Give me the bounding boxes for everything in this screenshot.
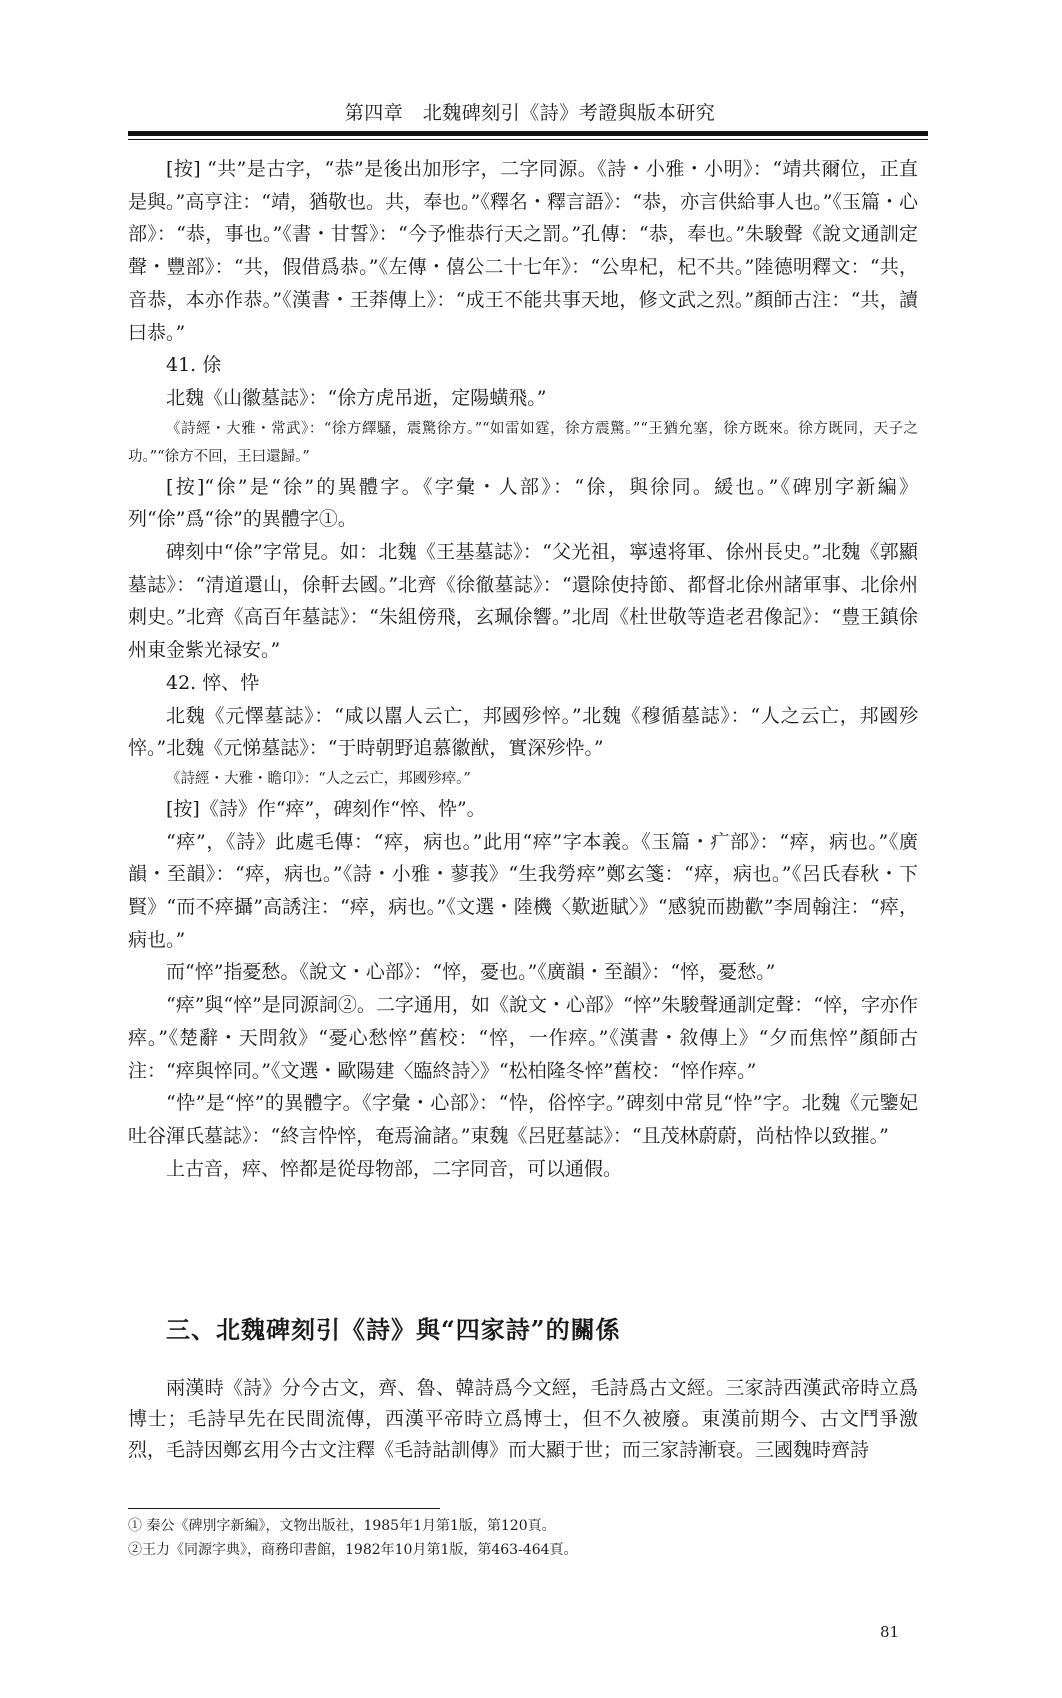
quotation: 《詩經・大雅・常武》：“徐方繹騷，震驚徐方。”“如雷如霆，徐方震驚。”“王猶允塞，徐方既來。徐方既同，天子之功。”“徐方不回，王曰還歸。” xyxy=(128,420,918,465)
paragraph: “瘁”與“悴”是同源詞②。二字通用，如《說文・心部》“悴”朱駿聲通訓定聲：“悴，字亦作瘁。”《楚辭・天問敘》“憂心愁悴”舊校：“悴，一作瘁。”《漢書・敘傳上》“夕而焦悴”顏師古注：“瘁與悴同。”《文選・歐陽建〈臨終詩〉》“松柏隆冬悴”舊校：“悴作瘁。” xyxy=(128,994,918,1082)
entry-heading-42: 42. 悴、忰 xyxy=(166,671,260,694)
footnote-2: ②王力《同源字典》，商務印書館，1982年10月第1版，第463-464頁。 xyxy=(128,1542,578,1558)
paragraph: 碑刻中“俆”字常見。如：北魏《王基墓誌》：“父光祖，寧遠将軍、俆州長史。”北魏《郭顯墓誌》：“清道還山，俆軒去國。”北齊《徐徹墓誌》：“還除使持節、都督北俆州諸軍事、北俆州刺史。”北齊《高百年墓誌》：“朱組傍飛，玄珮俆響。”北周《杜世敬等造老君像記》：“豊王鎮俆州東金紫光禄安。” xyxy=(128,541,918,662)
main-text xyxy=(128,153,918,1185)
paragraph: 上古音，瘁、悴都是從母物部，二字同音，可以通假。 xyxy=(166,1157,623,1180)
section-heading: 三、北魏碑刻引《詩》與“四家詩”的關係 xyxy=(166,1315,621,1344)
paragraph: [按] “共”是古字，“恭”是後出加形字，二字同源。《詩・小雅・小明》：“靖共爾位，正直是與。”高亨注：“靖，猶敬也。共，奉也。”《釋名・釋言語》：“恭，亦言供給事人也。”《玉篇・心部》：“恭，事也。”《書・甘誓》：“今予惟恭行天之罰。”孔傳：“恭，奉也。”朱駿聲《說文通訓定聲・豐部》：“共，假借爲恭。”《左傳・僖公二十七年》：“公卑杞，杞不共。”陸德明釋文：“共，音恭，本亦作恭。”《漢書・王莽傳上》：“成王不能共事天地，修文武之烈。”顏師古注：“共，讀曰恭。” xyxy=(128,158,918,344)
paragraph: 北魏《元懌墓誌》：“咸以嚚人云亡，邦國殄悴。”北魏《穆循墓誌》：“人之云亡，邦國殄悴。”北魏《元悌墓誌》：“于時朝野追慕徽猷，實深殄忰。” xyxy=(128,704,918,760)
running-header: 第四章 北魏碑刻引《詩》考證與版本研究 xyxy=(344,102,716,124)
footnote-1: ① 秦公《碑別字新編》，文物出版社，1985年1月第1版，第120頁。 xyxy=(128,1518,556,1534)
header-rule-thin xyxy=(128,139,928,140)
quotation: 《詩經・大雅・瞻卬》：“人之云亡，邦國殄瘁。” xyxy=(166,770,471,787)
paragraph: 北魏《山徽墓誌》：“俆方虎吊逝，定陽蟥飛。” xyxy=(166,386,547,409)
paragraph: “忰”是“悴”的異體字。《字彙・心部》：“忰，俗悴字。”碑刻中常見“忰”字。北魏《元鑒妃吐谷渾氏墓誌》：“終言忰悴，奄焉淪諸。”東魏《呂覎墓誌》：“且茂林蔚蔚，尚枯忰以致摧。” xyxy=(128,1092,918,1147)
paragraph: [按]《詩》作“瘁”，碑刻作“悴、忰”。 xyxy=(166,797,486,820)
header-rule-thick xyxy=(128,131,928,136)
footnotes xyxy=(128,1514,918,1562)
footnote-rule xyxy=(128,1508,440,1509)
paragraph: [按]“俆”是“徐”的異體字。《字彙・人部》：“俆，與徐同。緩也。”《碑別字新編》列“俆”爲“徐”的異體字①。 xyxy=(128,475,918,531)
entry-heading-41: 41. 俆 xyxy=(166,354,222,377)
section-text xyxy=(128,1373,918,1466)
paragraph: “瘁”，《詩》此處毛傳：“瘁，病也。”此用“瘁”字本義。《玉篇・疒部》：“瘁，病也。”《廣韻・至韻》：“瘁，病也。”《詩・小雅・蓼莪》“生我勞瘁”鄭玄箋：“瘁，病也。”《呂氏春秋・下賢》“而不瘁攝”高誘注：“瘁，病也。”《文選・陸機〈歎逝賦〉》“感貌而勘歡”李周翰注：“瘁，病也。” xyxy=(128,830,918,951)
page-number: 81 xyxy=(880,1623,900,1641)
paragraph: 而“悴”指憂愁。《說文・心部》：“悴，憂也。”《廣韻・至韻》：“悴，憂愁。” xyxy=(166,961,776,984)
paragraph: 兩漢時《詩》分今古文，齊、魯、韓詩爲今文經，毛詩爲古文經。三家詩西漢武帝時立爲博士；毛詩早先在民間流傳，西漢平帝時立爲博士，但不久被廢。東漢前期今、古文鬥爭激烈，毛詩因鄭玄用今古文注釋《毛詩詁訓傳》而大顯于世；而三家詩漸衰。三國魏時齊詩 xyxy=(128,1377,918,1461)
